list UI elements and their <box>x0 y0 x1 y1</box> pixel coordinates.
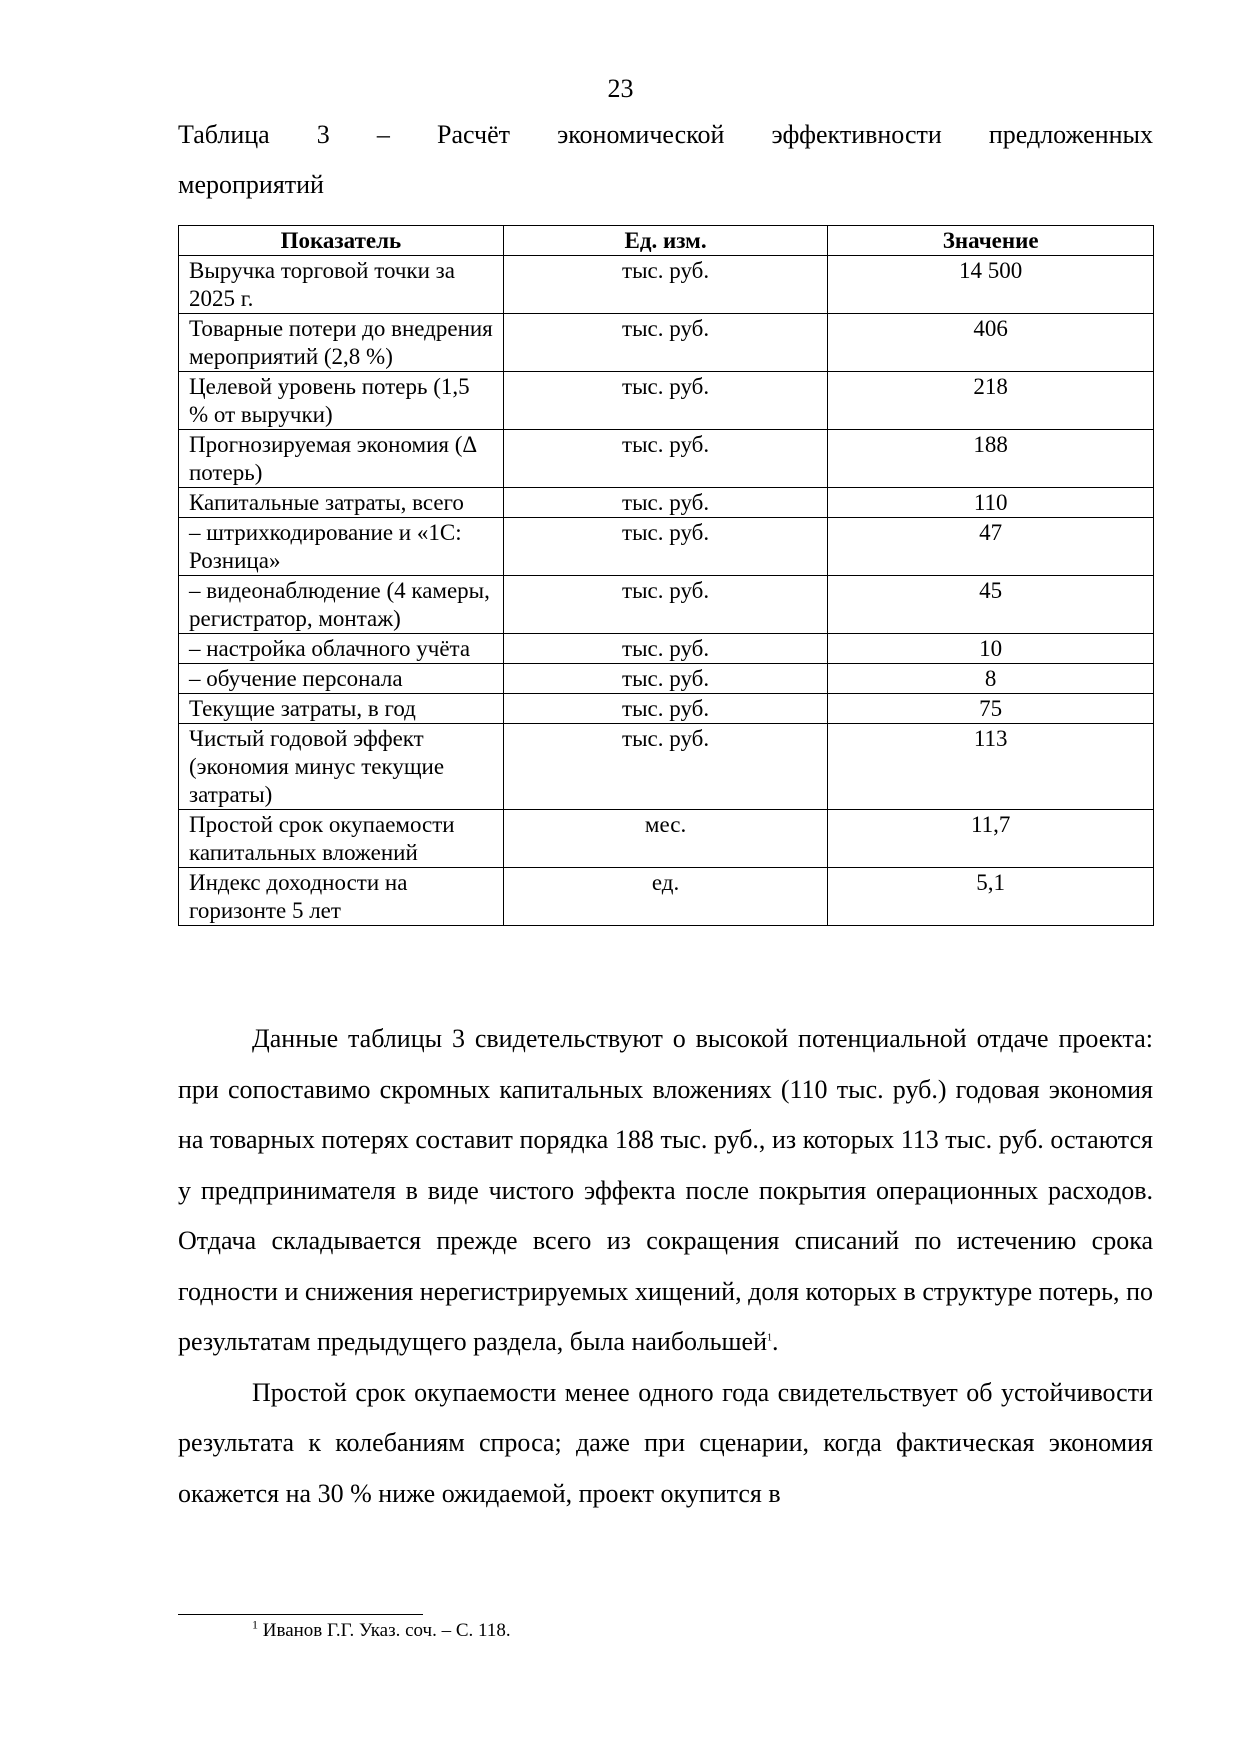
footnote-separator <box>178 1614 423 1615</box>
row-value: 75 <box>828 694 1154 724</box>
row-value: 113 <box>828 724 1154 810</box>
table-caption: Таблица 3 – Расчёт экономической эффективности предложенных <box>178 120 1153 149</box>
footnote <box>252 1617 511 1642</box>
table-row <box>179 694 1154 724</box>
table-row <box>179 724 1154 810</box>
economic-efficiency-table <box>178 225 1154 926</box>
header-value: Значение <box>828 226 1154 256</box>
row-label: Капитальные затраты, всего <box>179 488 504 518</box>
footnote-mark: 1 <box>252 1617 258 1632</box>
row-label: – обучение персонала <box>179 664 504 694</box>
page-number: 23 <box>607 74 634 103</box>
row-label: – видеонаблюдение (4 камеры, регистратор, монтаж) <box>179 576 504 634</box>
row-value: 110 <box>828 488 1154 518</box>
table-row <box>179 576 1154 634</box>
row-value: 45 <box>828 576 1154 634</box>
table-row <box>179 372 1154 430</box>
row-unit: тыс. руб. <box>503 430 828 488</box>
row-label: Чистый годовой эффект (экономия минус текущие затраты) <box>179 724 504 810</box>
row-unit: тыс. руб. <box>503 372 828 430</box>
paragraph-end: . <box>772 1327 779 1356</box>
footnote-reference: 1 <box>767 1332 773 1344</box>
row-unit: тыс. руб. <box>503 634 828 664</box>
row-label: Выручка торговой точки за 2025 г. <box>179 256 504 314</box>
table-row <box>179 634 1154 664</box>
table-row <box>179 430 1154 488</box>
row-unit: тыс. руб. <box>503 314 828 372</box>
table-caption-continued: мероприятий <box>178 170 324 199</box>
row-unit: тыс. руб. <box>503 664 828 694</box>
row-label: Индекс доходности на горизонте 5 лет <box>179 868 504 926</box>
row-unit: тыс. руб. <box>503 694 828 724</box>
row-unit: тыс. руб. <box>503 724 828 810</box>
row-value: 8 <box>828 664 1154 694</box>
row-label: Целевой уровень потерь (1,5 % от выручки) <box>179 372 504 430</box>
table-header-row <box>179 226 1154 256</box>
header-indicator: Показатель <box>179 226 504 256</box>
table-row <box>179 256 1154 314</box>
paragraph-table-analysis <box>178 1014 1153 1368</box>
row-label: Текущие затраты, в год <box>179 694 504 724</box>
row-value: 406 <box>828 314 1154 372</box>
row-label: – настройка облачного учёта <box>179 634 504 664</box>
header-unit: Ед. изм. <box>503 226 828 256</box>
row-value: 218 <box>828 372 1154 430</box>
row-unit: тыс. руб. <box>503 518 828 576</box>
row-label: – штрихкодирование и «1С: Розница» <box>179 518 504 576</box>
row-value: 14 500 <box>828 256 1154 314</box>
row-unit: мес. <box>503 810 828 868</box>
table-row <box>179 518 1154 576</box>
row-unit: тыс. руб. <box>503 488 828 518</box>
row-unit: ед. <box>503 868 828 926</box>
paragraph-text: Данные таблицы 3 свидетельствуют о высокой потенциальной отдаче проекта: при сопоставимо скромных капитальных вложениях (110 тыс. руб.) годовая экономия на товарных потерях составит порядка 188 тыс. руб., из которых 113 тыс. руб. остаются у предпринимателя в виде чистого эффекта после покрытия операционных расходов. Отдача складывается прежде всего из сокращения списаний по истечению срока годности и снижения нерегистрируемых хищений, доля которых в структуре потерь, по результатам предыдущего раздела, была наибольшей <box>178 1024 1153 1356</box>
row-label: Товарные потери до внедрения мероприятий (2,8 %) <box>179 314 504 372</box>
table-row <box>179 488 1154 518</box>
row-unit: тыс. руб. <box>503 576 828 634</box>
row-value: 188 <box>828 430 1154 488</box>
footnote-text: Иванов Г.Г. Указ. соч. – С. 118. <box>258 1620 511 1641</box>
row-label: Простой срок окупаемости капитальных вложений <box>179 810 504 868</box>
table-row <box>179 810 1154 868</box>
row-unit: тыс. руб. <box>503 256 828 314</box>
table-row <box>179 664 1154 694</box>
table-row <box>179 314 1154 372</box>
body-text <box>178 1014 1153 1519</box>
row-value: 5,1 <box>828 868 1154 926</box>
table-row <box>179 868 1154 926</box>
paragraph-payback: Простой срок окупаемости менее одного года свидетельствует об устойчивости результата к колебаниям спроса; даже при сценарии, когда фактическая экономия окажется на 30 % ниже ожидаемой, проект окупится в <box>178 1377 1153 1508</box>
row-value: 47 <box>828 518 1154 576</box>
row-value: 10 <box>828 634 1154 664</box>
row-label: Прогнозируемая экономия (Δ потерь) <box>179 430 504 488</box>
row-value: 11,7 <box>828 810 1154 868</box>
